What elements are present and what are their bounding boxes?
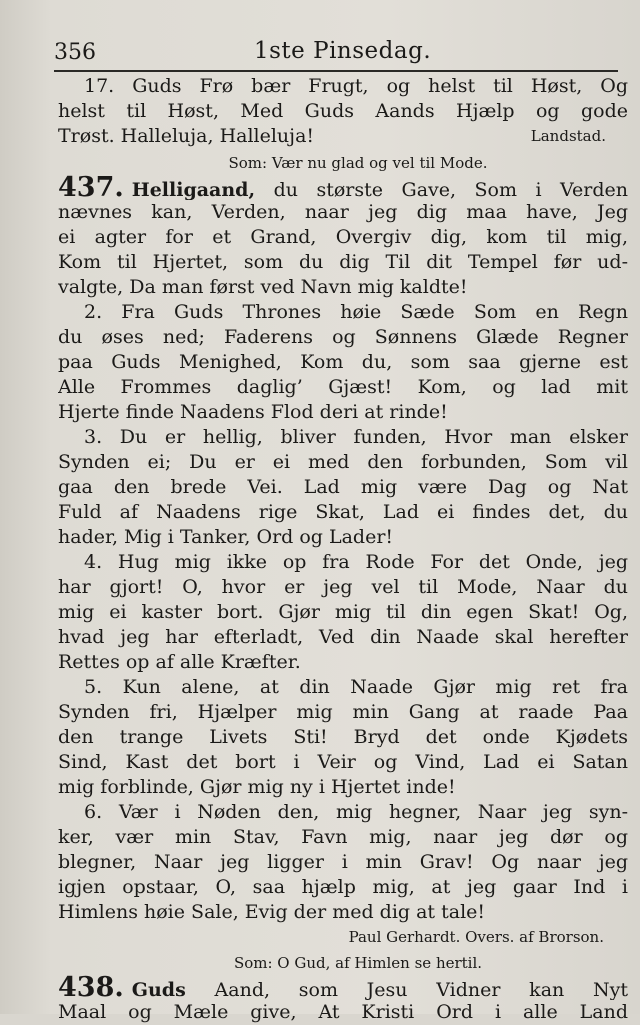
text-line: Hjerte finde Naadens Flod deri at rinde! bbox=[58, 401, 448, 423]
signature-line bbox=[58, 925, 628, 949]
text-line: 4. Hug mig ikke op fra Rode For det Onde, jeg bbox=[84, 551, 628, 573]
page-body bbox=[58, 74, 628, 1025]
running-title: 1ste Pinsedag. bbox=[254, 38, 432, 64]
melody-note: Som: O Gud, af Himlen se hertil. bbox=[233, 954, 483, 972]
text-line: Alle Frommes daglig’ Gjæst! Kom, og lad mit bbox=[58, 376, 628, 398]
text-line: ei agter for et Grand, Overgiv dig, kom til mig, bbox=[58, 226, 628, 248]
text-line: mig forblinde, Gjør mig ny i Hjertet inde! bbox=[58, 776, 456, 798]
text-line: hvad jeg har efterladt, Ved din Naade skal herefter bbox=[58, 626, 628, 648]
text-line: 5. Kun alene, at din Naade Gjør mig ret fra bbox=[84, 676, 628, 698]
hymn-number: 437. bbox=[58, 175, 124, 200]
hymn-first-line-rest: Aand, som Jesu Vidner kan Nyt bbox=[214, 979, 628, 1000]
text-line: 17. Guds Frø bær Frugt, og helst til Høst, Og bbox=[84, 75, 628, 97]
text-line: blegner, Naar jeg ligger i min Grav! Og naar jeg bbox=[58, 851, 628, 873]
text-line: Synden ei; Du er ei med den forbunden, Som vil bbox=[58, 451, 628, 473]
text-line: Sind, Kast det bort i Veir og Vind, Lad ei Satan bbox=[58, 751, 628, 773]
hymn-first-word: Helligaand, bbox=[131, 179, 256, 200]
text-line: Himlens høie Sale, Evig der med dig at tale! bbox=[58, 901, 486, 923]
text-line: helst til Høst, Med Guds Aands Hjælp og gode bbox=[58, 100, 628, 122]
text-line: du øses ned; Faderens og Sønnens Glæde Regner bbox=[58, 326, 628, 348]
text-line: Rettes op af alle Kræfter. bbox=[58, 651, 301, 673]
hymn-first-word: Guds bbox=[131, 979, 186, 1000]
text-line: den trange Livets Sti! Bryd det onde Kjødets bbox=[58, 726, 628, 748]
author-signature: Landstad. bbox=[530, 127, 606, 145]
text-line: Kom til Hjertet, som du dig Til dit Tempel før ud- bbox=[58, 251, 628, 273]
text-line: ker, vær min Stav, Favn mig, naar jeg dør og bbox=[58, 826, 628, 848]
text-line: igjen opstaar, O, saa hjælp mig, at jeg gaar Ind i bbox=[58, 876, 628, 898]
text-line: 2. Fra Guds Thrones høie Sæde Som en Regn bbox=[84, 301, 628, 323]
text-line: Maal og Mæle give, At Kristi Ord i alle Land bbox=[58, 1001, 628, 1023]
page-header bbox=[54, 38, 614, 68]
hymn-number: 438. bbox=[58, 975, 124, 1000]
page-number: 356 bbox=[54, 40, 96, 65]
text-line: valgte, Da man først ved Navn mig kaldte! bbox=[58, 276, 468, 298]
melody-note: Som: Vær nu glad og vel til Mode. bbox=[228, 154, 488, 172]
header-rule bbox=[54, 70, 618, 72]
text-line: 6. Vær i Nøden den, mig hegner, Naar jeg syn- bbox=[84, 801, 628, 823]
text-line: hader, Mig i Tanker, Ord og Lader! bbox=[58, 526, 394, 548]
hymn-first-line-rest: du største Gave, Som i Verden bbox=[273, 179, 628, 200]
text-line: gaa den brede Vei. Lad mig være Dag og Nat bbox=[58, 476, 628, 498]
text-line: Synden fri, Hjælper mig min Gang at raade Paa bbox=[58, 701, 628, 723]
text-line: 3. Du er hellig, bliver funden, Hvor man elsker bbox=[84, 426, 628, 448]
text-line: mig ei kaster bort. Gjør mig til din egen Skat! Og, bbox=[58, 601, 628, 623]
hymn-first-line bbox=[58, 175, 628, 200]
text-line: nævnes kan, Verden, naar jeg dig maa have, Jeg bbox=[58, 201, 628, 223]
text-line bbox=[58, 124, 628, 149]
text-line-content: Trøst. Halleluja, Halleluja! bbox=[58, 125, 315, 147]
text-line: har gjort! O, hvor er jeg vel til Mode, Naar du bbox=[58, 576, 628, 598]
text-line: Fuld af Naadens rige Skat, Lad ei findes det, du bbox=[58, 501, 628, 523]
text-line: paa Guds Menighed, Kom du, som saa gjerne est bbox=[58, 351, 628, 373]
author-signature: Paul Gerhardt. Overs. af Brorson. bbox=[348, 928, 604, 946]
hymn-first-line bbox=[58, 975, 628, 1000]
